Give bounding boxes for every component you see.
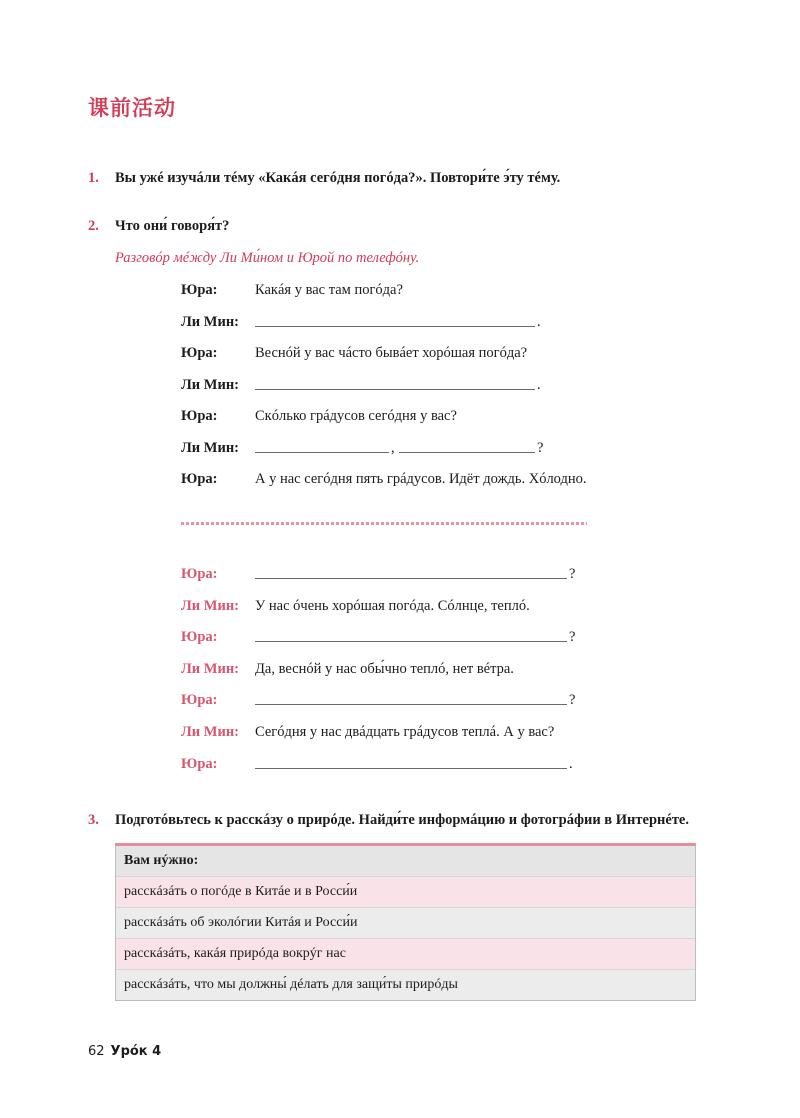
line-punct: , bbox=[391, 440, 395, 456]
line-text: Сегóдня у нас двáдцать грáдусов теплá. А у вас? bbox=[255, 724, 555, 740]
answer-blank[interactable] bbox=[255, 641, 567, 642]
task-1 bbox=[88, 170, 560, 187]
answer-blank[interactable] bbox=[255, 389, 535, 390]
line-punct: . bbox=[537, 314, 541, 330]
speaker-label: Юра: bbox=[181, 471, 218, 487]
line-punct: ? bbox=[569, 629, 576, 645]
line-text: А у нас сегóдня пять грáдусов. Идёт дождь. Хóлодно. bbox=[255, 471, 587, 487]
task-number: 1. bbox=[88, 170, 99, 186]
speaker-label: Юра: bbox=[181, 629, 218, 645]
line-text: Веснóй у вас чáсто бывáет хорóшая погóда? bbox=[255, 345, 528, 361]
speaker-label: Ли Мин: bbox=[181, 377, 240, 393]
table-row: расскáзáть о погóде в Китáе и в Росси́и bbox=[116, 876, 695, 907]
answer-blank[interactable] bbox=[255, 768, 567, 769]
speaker-label: Юра: bbox=[181, 566, 218, 582]
speaker-label: Ли Мин: bbox=[181, 598, 240, 614]
answer-blank[interactable] bbox=[255, 326, 535, 327]
speaker-label: Юра: bbox=[181, 345, 218, 361]
speaker-label: Ли Мин: bbox=[181, 724, 240, 740]
lesson-label: Урóк 4 bbox=[110, 1044, 162, 1059]
speaker-label: Ли Мин: bbox=[181, 440, 240, 456]
table-row: расскáзáть, какáя прирóда вокрýг нас bbox=[116, 938, 695, 969]
speaker-label: Юра: bbox=[181, 408, 218, 424]
task-table bbox=[115, 843, 696, 1001]
table-row: расскáзáть об эколóгии Китáя и Росси́и bbox=[116, 907, 695, 938]
task-number: 3. bbox=[88, 812, 99, 828]
task-number: 2. bbox=[88, 218, 99, 234]
page-number: 62 bbox=[88, 1044, 105, 1059]
answer-blank[interactable] bbox=[399, 452, 535, 453]
line-punct: ? bbox=[537, 440, 544, 456]
page-footer bbox=[88, 1044, 161, 1059]
answer-blank[interactable] bbox=[255, 578, 567, 579]
dialogue-subtitle: Разговóр мéжду Ли Ми́ном и Юрой по телефóну. bbox=[115, 250, 420, 266]
line-punct: ? bbox=[569, 692, 576, 708]
task-2 bbox=[88, 218, 229, 235]
section-title: 课前活动 bbox=[88, 96, 176, 120]
task-3 bbox=[88, 812, 689, 829]
line-punct: ? bbox=[569, 566, 576, 582]
line-text: Скóлько грáдусов сегóдня у вас? bbox=[255, 408, 457, 424]
table-row: расскáзáть, что мы должны́ дéлать для защи́ты прирóды bbox=[116, 969, 695, 1000]
answer-blank[interactable] bbox=[255, 452, 389, 453]
speaker-label: Юра: bbox=[181, 282, 218, 298]
speaker-label: Юра: bbox=[181, 692, 218, 708]
line-text: У нас óчень хорóшая погóда. Сóлнце, теплó. bbox=[255, 598, 530, 614]
task-text: Подготóвьтесь к расскáзу о прирóде. Найди́те информáцию и фотогрáфии в Интернéте. bbox=[115, 812, 689, 828]
line-text: Да, веснóй у нас обы́чно теплó, нет вéтра. bbox=[255, 661, 514, 677]
answer-blank[interactable] bbox=[255, 704, 567, 705]
speaker-label: Ли Мин: bbox=[181, 314, 240, 330]
dotted-divider bbox=[181, 522, 587, 525]
line-punct: . bbox=[569, 756, 573, 772]
task-text: Вы ужé изучáли тéму «Какáя сегóдня погóда?». Повтори́те э́ту тéму. bbox=[115, 170, 561, 186]
table-header: Вам нýжно: bbox=[116, 846, 695, 876]
line-punct: . bbox=[537, 377, 541, 393]
speaker-label: Юра: bbox=[181, 756, 218, 772]
line-text: Какáя у вас там погóда? bbox=[255, 282, 403, 298]
task-text: Что они́ говоря́т? bbox=[115, 218, 230, 234]
speaker-label: Ли Мин: bbox=[181, 661, 240, 677]
